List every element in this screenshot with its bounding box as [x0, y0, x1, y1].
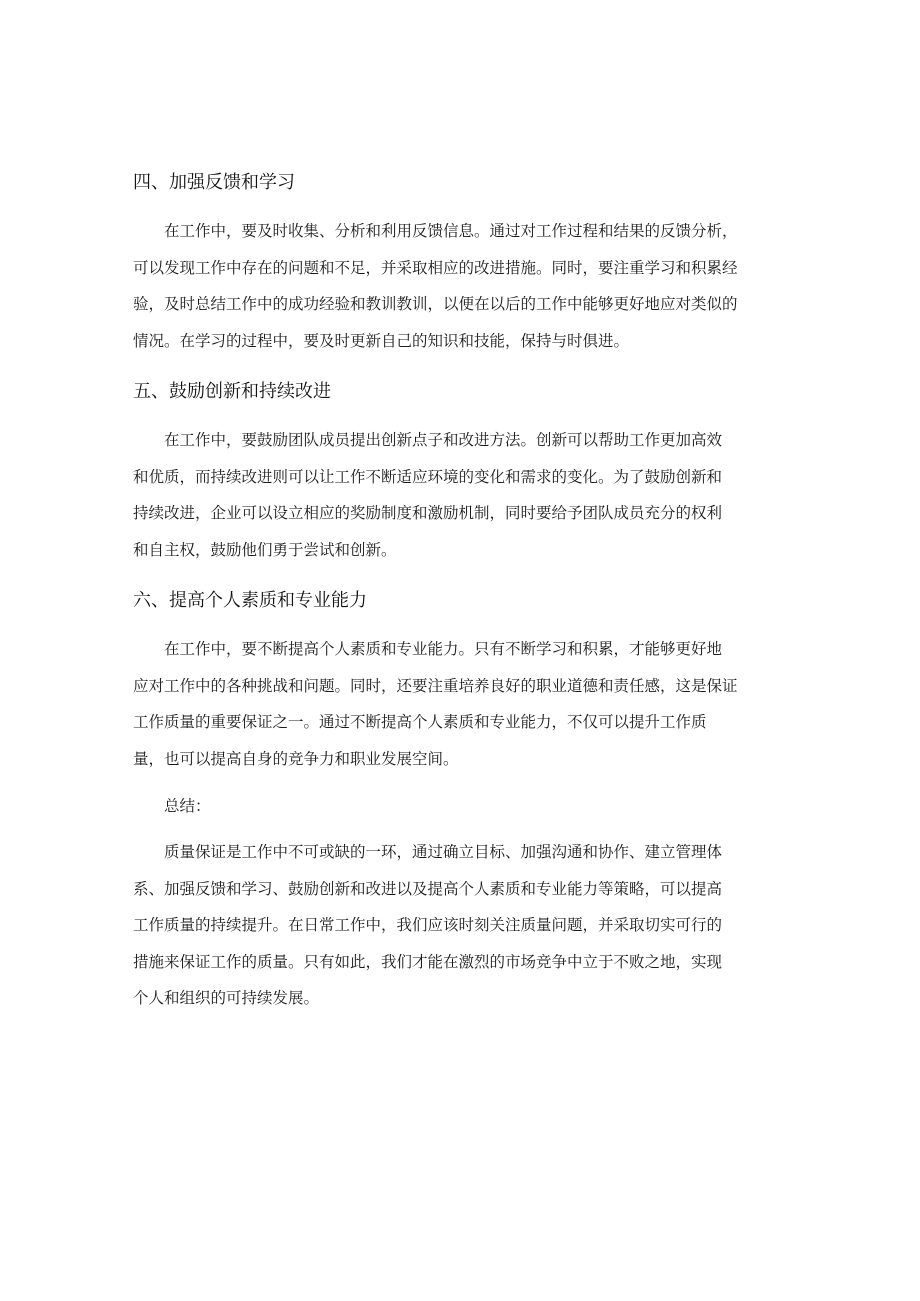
paragraph-line: 工作质量的持续提升。在日常工作中，我们应该时刻关注质量问题，并采取切实可行的	[133, 916, 723, 935]
paragraph-line: 量，也可以提高自身的竞争力和职业发展空间。	[133, 749, 459, 768]
paragraph-line: 在工作中，要不断提高个人素质和专业能力。只有不断学习和积累，才能够更好地	[164, 640, 723, 658]
section-heading-personal-quality: 六、提高个人素质和专业能力	[133, 590, 367, 611]
section-paragraph-innovation	[133, 422, 722, 568]
paragraph-line: 措施来保证工作的质量。只有如此，我们才能在激烈的市场竞争中立于不败之地，实现	[133, 952, 723, 971]
paragraph-line: 和优质，而持续改进则可以让工作不断适应环境的变化和需求的变化。为了鼓励创新和	[133, 467, 723, 486]
section-heading-feedback: 四、加强反馈和学习	[133, 172, 295, 193]
paragraph-line: 在工作中，要及时收集、分析和利用反馈信息。通过对工作过程和结果的反馈分析，	[164, 222, 738, 240]
paragraph-line: 持续改进，企业可以设立相应的奖励制度和激励机制，同时要给予团队成员充分的权利	[133, 504, 723, 523]
paragraph-line: 工作质量的重要保证之一。通过不断提高个人素质和专业能力，不仅可以提升工作质	[133, 713, 707, 732]
section-paragraph-feedback	[133, 213, 738, 359]
summary-paragraph	[133, 834, 722, 1017]
section-heading-innovation: 五、鼓励创新和持续改进	[133, 381, 331, 402]
paragraph-line: 验，及时总结工作中的成功经验和教训教训，以便在以后的工作中能够更好地应对类似的	[133, 295, 738, 314]
paragraph-line: 系、加强反馈和学习、鼓励创新和改进以及提高个人素质和专业能力等策略，可以提高	[133, 879, 723, 898]
paragraph-line: 情况。在学习的过程中，要及时更新自己的知识和技能，保持与时俱进。	[133, 331, 630, 350]
paragraph-line: 可以发现工作中存在的问题和不足，并采取相应的改进措施。同时，要注重学习和积累经	[133, 258, 738, 277]
summary-label: 总结：	[164, 797, 211, 815]
paragraph-line: 和自主权，鼓励他们勇于尝试和创新。	[133, 540, 397, 559]
section-paragraph-personal-quality	[133, 631, 738, 777]
paragraph-line: 应对工作中的各种挑战和问题。同时，还要注重培养良好的职业道德和责任感，这是保证	[133, 676, 738, 695]
paragraph-line: 质量保证是工作中不可或缺的一环，通过确立目标、加强沟通和协作、建立管理体	[164, 843, 723, 861]
paragraph-line: 在工作中，要鼓励团队成员提出创新点子和改进方法。创新可以帮助工作更加高效	[164, 431, 723, 449]
paragraph-line: 个人和组织的可持续发展。	[133, 989, 320, 1008]
